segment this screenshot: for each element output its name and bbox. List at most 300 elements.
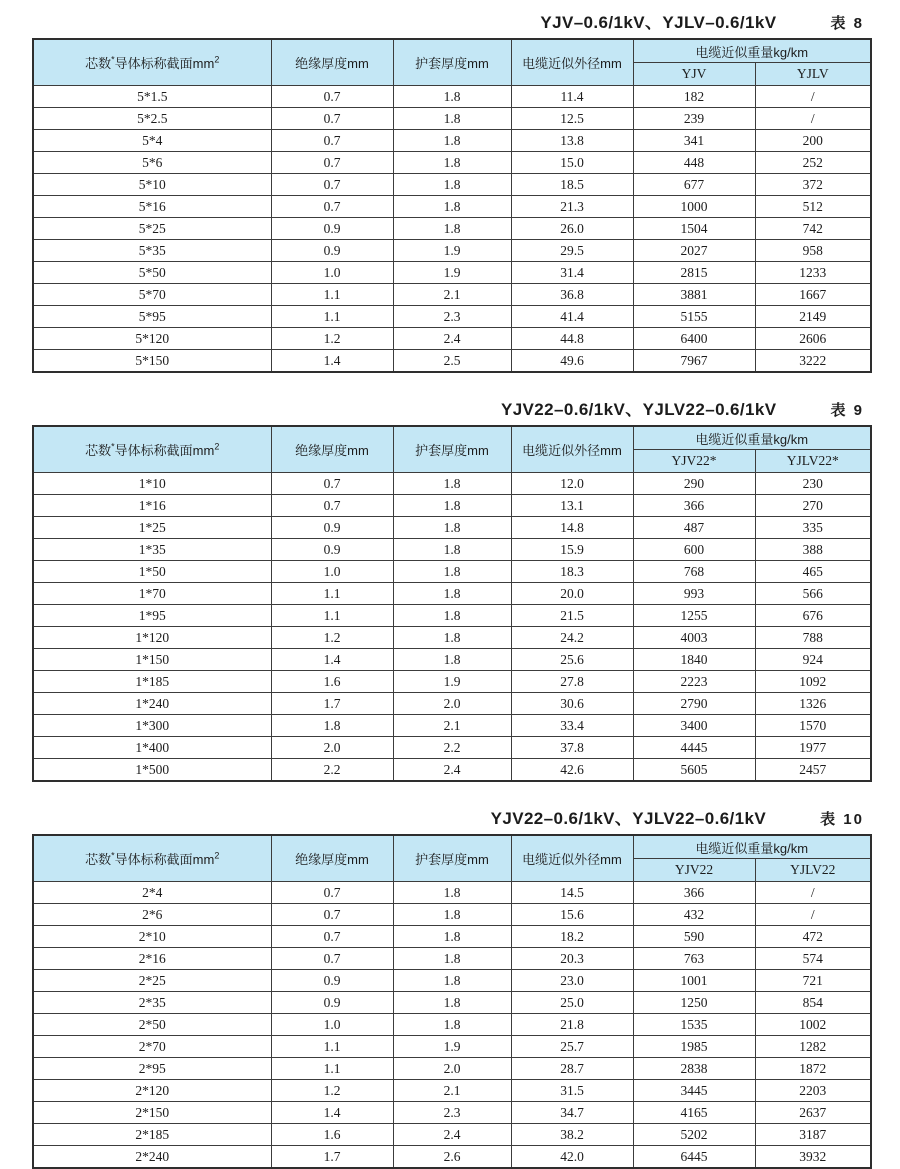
table-cell: 5155 (633, 306, 755, 328)
header-weight-col-right: YJLV22* (755, 450, 871, 473)
table-cell: 5*120 (33, 328, 271, 350)
table-cell: 1*120 (33, 627, 271, 649)
header-core-footnote-mark: * (111, 54, 115, 65)
header-insulation-thickness: 绝缘厚度mm (271, 39, 393, 86)
table-number: 表 10 (820, 811, 864, 828)
table-cell: 1.8 (393, 174, 511, 196)
table-cell: 2637 (755, 1102, 871, 1124)
table-cell: 2815 (633, 262, 755, 284)
table-cell: 1.7 (271, 1146, 393, 1169)
header-weight-group: 电缆近似重量kg/km (633, 426, 871, 450)
table-cell: 472 (755, 926, 871, 948)
table-cell: 3187 (755, 1124, 871, 1146)
table-cell: 2203 (755, 1080, 871, 1102)
table-cell: 5605 (633, 759, 755, 782)
table-cell: 1.8 (271, 715, 393, 737)
table-cell: 34.7 (511, 1102, 633, 1124)
table-row (33, 1058, 871, 1080)
table-cell: 2.6 (393, 1146, 511, 1169)
table-row (33, 926, 871, 948)
table-cell: 5*2.5 (33, 108, 271, 130)
table-cell: 1.8 (393, 1014, 511, 1036)
table-cell: 13.8 (511, 130, 633, 152)
table-cell: 1*16 (33, 495, 271, 517)
table-cell: 1.8 (393, 218, 511, 240)
table-cell: 31.5 (511, 1080, 633, 1102)
table-row (33, 108, 871, 130)
table-row (33, 1146, 871, 1169)
table-cell: 768 (633, 561, 755, 583)
table-cell: / (755, 86, 871, 108)
table-cell: 290 (633, 473, 755, 495)
table-cell: 1.8 (393, 948, 511, 970)
table-cell: 0.7 (271, 473, 393, 495)
table-cell: 2.5 (393, 350, 511, 373)
table-cell: 2*120 (33, 1080, 271, 1102)
table-row (33, 970, 871, 992)
table-cell: 49.6 (511, 350, 633, 373)
table-title-row (32, 8, 870, 32)
table-cell: 18.5 (511, 174, 633, 196)
table-cell: 41.4 (511, 306, 633, 328)
table-cell: 1001 (633, 970, 755, 992)
table-cell: 37.8 (511, 737, 633, 759)
table-cell: 1.0 (271, 262, 393, 284)
table-cell: 1*25 (33, 517, 271, 539)
table-cell: 590 (633, 926, 755, 948)
table-cell: 2*70 (33, 1036, 271, 1058)
table-cell: 341 (633, 130, 755, 152)
table-cell: 854 (755, 992, 871, 1014)
table-cell: 1.9 (393, 1036, 511, 1058)
header-core-section (33, 39, 271, 86)
header-core-sup2: 2 (214, 54, 220, 65)
table-cell: 574 (755, 948, 871, 970)
table-cell: 1*300 (33, 715, 271, 737)
header-core-base: 芯数 (85, 852, 112, 867)
table-cell: 763 (633, 948, 755, 970)
table-row (33, 517, 871, 539)
table-cell: 1*500 (33, 759, 271, 782)
table-row (33, 627, 871, 649)
table-cell: 0.7 (271, 86, 393, 108)
table-row (33, 759, 871, 782)
table-cell: 2*240 (33, 1146, 271, 1169)
table-cell: 36.8 (511, 284, 633, 306)
table-row (33, 130, 871, 152)
table-cell: 0.9 (271, 240, 393, 262)
table-cell: 14.5 (511, 882, 633, 904)
table-cell: 5*70 (33, 284, 271, 306)
header-core-base: 芯数 (85, 56, 112, 71)
table-cell: 1.8 (393, 605, 511, 627)
table-cell: 1840 (633, 649, 755, 671)
table-cell: 2.4 (393, 759, 511, 782)
table-cell: 1.4 (271, 649, 393, 671)
table-cell: 1.8 (393, 561, 511, 583)
table-cell: 1985 (633, 1036, 755, 1058)
table-cell: 1233 (755, 262, 871, 284)
table-cell: 2.1 (393, 1080, 511, 1102)
table-cell: 1.8 (393, 130, 511, 152)
table-cell: / (755, 882, 871, 904)
table-cell: 432 (633, 904, 755, 926)
header-sheath-thickness: 护套厚度mm (393, 835, 511, 882)
table-row (33, 152, 871, 174)
header-weight-group: 电缆近似重量kg/km (633, 835, 871, 859)
table-cell: 993 (633, 583, 755, 605)
table-cell: 20.0 (511, 583, 633, 605)
table-cell: 1.0 (271, 561, 393, 583)
table-cell: 788 (755, 627, 871, 649)
table-cell: 30.6 (511, 693, 633, 715)
table-cell: 1.2 (271, 328, 393, 350)
table-cell: 1.4 (271, 1102, 393, 1124)
table-cell: 1.1 (271, 1036, 393, 1058)
table-cell: 2027 (633, 240, 755, 262)
table-row (33, 715, 871, 737)
table-cell: 2790 (633, 693, 755, 715)
table-cell: 2.4 (393, 1124, 511, 1146)
header-weight-col-left: YJV22 (633, 859, 755, 882)
header-core-footnote-mark: * (111, 441, 115, 452)
table-cell: 33.4 (511, 715, 633, 737)
table-cell: 25.7 (511, 1036, 633, 1058)
table-cell: 1*70 (33, 583, 271, 605)
table-number: 表 8 (830, 15, 864, 32)
table-cell: 1.8 (393, 583, 511, 605)
table-row (33, 350, 871, 373)
table-cell: 15.0 (511, 152, 633, 174)
table-cell: 1.9 (393, 240, 511, 262)
table-cell: 31.4 (511, 262, 633, 284)
table-cell: 1*240 (33, 693, 271, 715)
table-cell: 1*50 (33, 561, 271, 583)
table-row (33, 1014, 871, 1036)
table-cell: 5*50 (33, 262, 271, 284)
table-cell: 1504 (633, 218, 755, 240)
table-cell: 2*50 (33, 1014, 271, 1036)
table-cell: 0.9 (271, 992, 393, 1014)
table-cell: 958 (755, 240, 871, 262)
table-cell: 600 (633, 539, 755, 561)
table-cell: 0.7 (271, 174, 393, 196)
table-cell: 1.8 (393, 882, 511, 904)
table-cell: 1255 (633, 605, 755, 627)
table-cell: 1.0 (271, 1014, 393, 1036)
table-cell: 23.0 (511, 970, 633, 992)
table-cell: 18.2 (511, 926, 633, 948)
header-core-rest: 导体标称截面mm (114, 443, 215, 458)
table-cell: 28.7 (511, 1058, 633, 1080)
table-cell: 1*35 (33, 539, 271, 561)
table-cell: 1.8 (393, 627, 511, 649)
table-cell: 512 (755, 196, 871, 218)
cable-spec-table (32, 834, 872, 1169)
table-row (33, 882, 871, 904)
table-cell: 1.8 (393, 495, 511, 517)
table-cell: 1.8 (393, 904, 511, 926)
table-cell: 677 (633, 174, 755, 196)
table-cell: 1.8 (393, 970, 511, 992)
header-outer-diameter: 电缆近似外径mm (511, 835, 633, 882)
table-row (33, 1124, 871, 1146)
table-cell: 2.0 (393, 1058, 511, 1080)
header-core-base: 芯数 (85, 443, 112, 458)
header-core-rest: 导体标称截面mm (114, 56, 215, 71)
table-cell: 25.0 (511, 992, 633, 1014)
table-row (33, 328, 871, 350)
header-row-main (33, 39, 871, 63)
table-cell: 1.8 (393, 926, 511, 948)
table-cell: 1.1 (271, 605, 393, 627)
table-row (33, 1102, 871, 1124)
table-cell: 1*150 (33, 649, 271, 671)
table-cell: 2.1 (393, 715, 511, 737)
table-cell: 5*95 (33, 306, 271, 328)
table-cell: 270 (755, 495, 871, 517)
table-cell: 24.2 (511, 627, 633, 649)
table-cell: 2.3 (393, 306, 511, 328)
table-cell: 1570 (755, 715, 871, 737)
table-cell: 1.6 (271, 671, 393, 693)
table-row (33, 262, 871, 284)
table-cell: 366 (633, 882, 755, 904)
table-row (33, 539, 871, 561)
table-row (33, 196, 871, 218)
table-row (33, 473, 871, 495)
table-cell: 1535 (633, 1014, 755, 1036)
table-cell: 27.8 (511, 671, 633, 693)
table-cell: 1.1 (271, 1058, 393, 1080)
table-cell: / (755, 904, 871, 926)
table-cell: 1326 (755, 693, 871, 715)
table-cell: 0.7 (271, 882, 393, 904)
table-cell: 4003 (633, 627, 755, 649)
table-row (33, 240, 871, 262)
table-cell: 1*400 (33, 737, 271, 759)
table-row (33, 649, 871, 671)
table-cell: 4165 (633, 1102, 755, 1124)
header-sheath-thickness: 护套厚度mm (393, 426, 511, 473)
header-core-section (33, 835, 271, 882)
table-cell: 2.4 (393, 328, 511, 350)
table-row (33, 693, 871, 715)
table-cell: 1.2 (271, 1080, 393, 1102)
header-insulation-thickness: 绝缘厚度mm (271, 426, 393, 473)
table-row (33, 948, 871, 970)
table-row (33, 992, 871, 1014)
header-weight-col-right: YJLV (755, 63, 871, 86)
table-cell: 3400 (633, 715, 755, 737)
header-core-sup2: 2 (214, 441, 220, 452)
header-weight-col-left: YJV22* (633, 450, 755, 473)
table-cell: 25.6 (511, 649, 633, 671)
table-cell: 42.6 (511, 759, 633, 782)
table-cell: 1.8 (393, 649, 511, 671)
table-cell: 252 (755, 152, 871, 174)
table-cell: 4445 (633, 737, 755, 759)
table-cell: 1.1 (271, 583, 393, 605)
table-cell: 676 (755, 605, 871, 627)
table-cell: 15.9 (511, 539, 633, 561)
table-cell: 924 (755, 649, 871, 671)
table-cell: 0.9 (271, 517, 393, 539)
table-cell: 448 (633, 152, 755, 174)
table-cell: 21.3 (511, 196, 633, 218)
table-cell: 2223 (633, 671, 755, 693)
table-row (33, 583, 871, 605)
table-cell: 2.1 (393, 284, 511, 306)
table-cell: 1.2 (271, 627, 393, 649)
table-row (33, 1036, 871, 1058)
table-cell: 0.9 (271, 539, 393, 561)
table-cell: 0.7 (271, 495, 393, 517)
table-row (33, 904, 871, 926)
table-cell: 5*10 (33, 174, 271, 196)
table-cell: 18.3 (511, 561, 633, 583)
table-cell: 1.4 (271, 350, 393, 373)
table-cell: 5*25 (33, 218, 271, 240)
table-cell: 1872 (755, 1058, 871, 1080)
table-cell: 1977 (755, 737, 871, 759)
table-cell: 230 (755, 473, 871, 495)
header-core-footnote-mark: * (111, 850, 115, 861)
table-cell: 5*35 (33, 240, 271, 262)
table-cell: 20.3 (511, 948, 633, 970)
table-cell: 21.8 (511, 1014, 633, 1036)
table-cell: 14.8 (511, 517, 633, 539)
table-cell: 3445 (633, 1080, 755, 1102)
header-outer-diameter: 电缆近似外径mm (511, 39, 633, 86)
table-cell: 29.5 (511, 240, 633, 262)
table-cell: 5*4 (33, 130, 271, 152)
table-cell: 2*6 (33, 904, 271, 926)
table-cell: 1.8 (393, 196, 511, 218)
table-cell: 44.8 (511, 328, 633, 350)
table-cell: 5*1.5 (33, 86, 271, 108)
header-weight-col-left: YJV (633, 63, 755, 86)
table-cell: 0.7 (271, 130, 393, 152)
table-cell: 1000 (633, 196, 755, 218)
table-cell: 1.8 (393, 539, 511, 561)
table-cell: 1250 (633, 992, 755, 1014)
table-row (33, 671, 871, 693)
table-cell: 1.8 (393, 86, 511, 108)
table-row (33, 306, 871, 328)
header-outer-diameter: 电缆近似外径mm (511, 426, 633, 473)
table-cell: 12.0 (511, 473, 633, 495)
table-cell: 335 (755, 517, 871, 539)
table-cell: 2*10 (33, 926, 271, 948)
table-cell: 42.0 (511, 1146, 633, 1169)
table-cell: 182 (633, 86, 755, 108)
table-cell: 2*4 (33, 882, 271, 904)
table-cell: 200 (755, 130, 871, 152)
table-row (33, 737, 871, 759)
table-cell: 1.9 (393, 671, 511, 693)
table-row (33, 1080, 871, 1102)
table-cell: 1*10 (33, 473, 271, 495)
table-cell: 0.7 (271, 904, 393, 926)
table-cell: 388 (755, 539, 871, 561)
table-cell: 2149 (755, 306, 871, 328)
table-cell: 6400 (633, 328, 755, 350)
table-cell: 2*35 (33, 992, 271, 1014)
table-cell: 1667 (755, 284, 871, 306)
table-row (33, 284, 871, 306)
header-insulation-thickness: 绝缘厚度mm (271, 835, 393, 882)
table-cell: 742 (755, 218, 871, 240)
table-cell: / (755, 108, 871, 130)
table-title: YJV22–0.6/1kV、YJLV22–0.6/1kV (500, 400, 777, 419)
table-number: 表 9 (830, 402, 864, 419)
table-cell: 11.4 (511, 86, 633, 108)
table-cell: 566 (755, 583, 871, 605)
table-row (33, 561, 871, 583)
table-cell: 12.5 (511, 108, 633, 130)
table-cell: 0.7 (271, 152, 393, 174)
table-cell: 0.7 (271, 196, 393, 218)
table-cell: 1002 (755, 1014, 871, 1036)
table-cell: 2.2 (271, 759, 393, 782)
header-core-rest: 导体标称截面mm (114, 852, 215, 867)
cable-spec-table (32, 425, 872, 782)
table-cell: 2606 (755, 328, 871, 350)
table-cell: 239 (633, 108, 755, 130)
table-cell: 1.9 (393, 262, 511, 284)
table-cell: 2*16 (33, 948, 271, 970)
table-cell: 1.8 (393, 473, 511, 495)
table-cell: 1.8 (393, 152, 511, 174)
table-cell: 1.8 (393, 108, 511, 130)
header-core-section (33, 426, 271, 473)
table-cell: 0.9 (271, 970, 393, 992)
table-cell: 38.2 (511, 1124, 633, 1146)
table-cell: 2.2 (393, 737, 511, 759)
table-cell: 2838 (633, 1058, 755, 1080)
header-sheath-thickness: 护套厚度mm (393, 39, 511, 86)
table-cell: 21.5 (511, 605, 633, 627)
table-cell: 3222 (755, 350, 871, 373)
table-row (33, 495, 871, 517)
table-cell: 1282 (755, 1036, 871, 1058)
cable-spec-table (32, 38, 872, 373)
table-title-row (32, 395, 870, 419)
table-cell: 487 (633, 517, 755, 539)
table-cell: 1092 (755, 671, 871, 693)
header-core-sup2: 2 (214, 850, 220, 861)
table-cell: 5*6 (33, 152, 271, 174)
table-cell: 1.6 (271, 1124, 393, 1146)
table-cell: 2*95 (33, 1058, 271, 1080)
table-cell: 372 (755, 174, 871, 196)
table-cell: 2457 (755, 759, 871, 782)
table-cell: 1.1 (271, 306, 393, 328)
table-cell: 7967 (633, 350, 755, 373)
table-row (33, 218, 871, 240)
header-row-main (33, 835, 871, 859)
table-cell: 3881 (633, 284, 755, 306)
table-cell: 721 (755, 970, 871, 992)
table-cell: 2*185 (33, 1124, 271, 1146)
table-cell: 5*150 (33, 350, 271, 373)
table-cell: 5202 (633, 1124, 755, 1146)
table-cell: 1.8 (393, 992, 511, 1014)
header-weight-col-right: YJLV22 (755, 859, 871, 882)
table-cell: 2.0 (271, 737, 393, 759)
table-title: YJV–0.6/1kV、YJLV–0.6/1kV (540, 13, 777, 32)
